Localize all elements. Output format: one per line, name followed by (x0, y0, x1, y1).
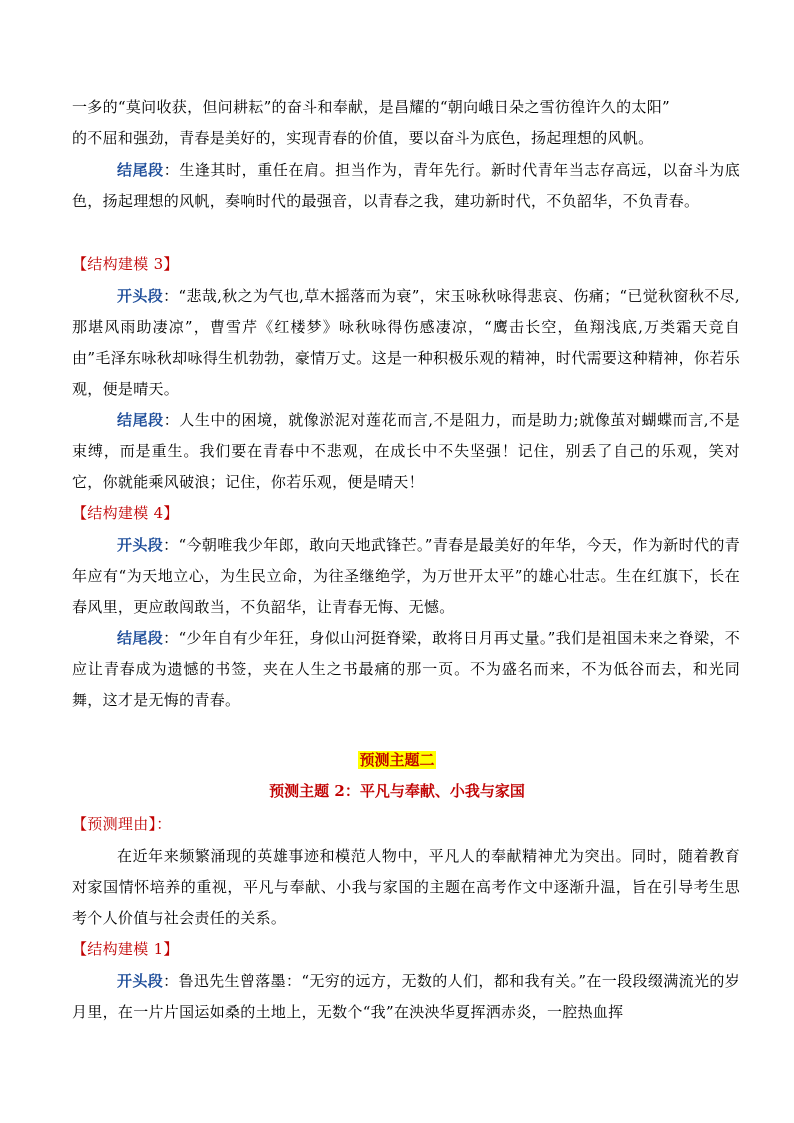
ending-label: 结尾段 (117, 411, 164, 429)
opening-label: 开头段 (117, 536, 164, 554)
text-line: 一多的“莫问收获，但问耕耘”的奋斗和奉献，是昌耀的“朝向峨日朵之雪彷徨许久的太阳” (72, 98, 670, 116)
ending-label: 结尾段 (117, 629, 164, 647)
paragraph-text: ：鲁迅先生曾落墨：“无穷的远方，无数的人们，都和我有关。”在一段段缀满流光的岁月里，在一片片国运如桑的土地上，无数个“我”在泱泱华夏挥洒赤炎，一腔热血挥 (72, 972, 740, 1021)
paragraph-model4-open (72, 530, 740, 623)
paragraph-reason: 在近年来频繁涌现的英雄事迹和模范人物中，平凡人的奉献精神尤为突出。同时，随着教育对家国情怀培养的重视，平凡与奉献、小我与家国的主题在高考作文中逐渐升温，旨在引导考生思考个人价值与社会责任的关系。 (72, 847, 740, 927)
paragraph-model2-ending (72, 92, 740, 154)
reason-heading: 【预测理由】： (72, 815, 172, 833)
paragraph-model4-close (72, 623, 740, 716)
paragraph-text: ：“悲哉,秋之为气也,草木摇落而为衰”，宋玉咏秋咏得悲哀、伤痛；“已觉秋窗秋不尽,那堪风雨助凄凉”，曹雪芹《红楼梦》咏秋咏得伤感凄凉，“鹰击长空，鱼翔浅底,万类霜天竞自由”毛泽东咏秋却咏得生机勃勃，豪情万丈。这是一种积极乐观的精神，时代需要这种精神，你若乐观，便是晴天。 (72, 287, 740, 398)
paragraph-model3-open (72, 281, 740, 405)
topic-title (0, 780, 794, 802)
paragraph-text: ：“少年自有少年狂，身似山河挺脊梁，敢将日月再丈量。”我们是祖国未来之脊梁，不应让青春成为遗憾的书签，夹在人生之书最痛的那一页。不为盛名而来，不为低谷而去，和光同舞，这才是无悔的青春。 (72, 629, 740, 709)
paragraph-model2-close (72, 155, 740, 217)
paragraph-topic2-model1-open (72, 966, 740, 1028)
section-heading-topic2-model1: 【结构建模 1】 (72, 940, 179, 958)
paragraph-model3-close (72, 405, 740, 498)
topic-banner-text: 预测主题二 (359, 751, 435, 769)
paragraph-text: ：生逢其时，重任在肩。担当作为，青年先行。新时代青年当志存高远，以奋斗为底色，扬起理想的风帆，奏响时代的最强音，以青春之我，建功新时代，不负韶华，不负青春。 (72, 161, 740, 210)
opening-label: 开头段 (117, 287, 164, 305)
paragraph-text: ：“今朝唯我少年郎，敢向天地武锋芒。”青春是最美好的年华，今天，作为新时代的青年应有“为天地立心，为生民立命，为往圣继绝学，为万世开太平”的雄心壮志。生在红旗下，长在春风里，更应敢闯敢当，不负韶华，让青春无悔、无憾。 (72, 536, 740, 616)
section-heading-model3: 【结构建模 3】 (72, 255, 179, 273)
topic-banner (0, 750, 794, 770)
paragraph-text: ：人生中的困境，就像淤泥对莲花而言,不是阻力，而是助力;就像茧对蝴蝶而言,不是束缚，而是重生。我们要在青春中不悲观，在成长中不失坚强！记住，别丢了自己的乐观，笑对它，你就能乘风破浪；记住，你若乐观，便是晴天！ (72, 411, 741, 491)
text-line: 的不屈和强劲，青春是美好的，实现青春的价值，要以奋斗为底色，扬起理想的风帆。 (72, 129, 654, 147)
ending-label: 结尾段 (117, 161, 164, 179)
opening-label: 开头段 (117, 972, 164, 990)
section-heading-model4: 【结构建模 4】 (72, 504, 179, 522)
topic-title-text: 预测主题 2：平凡与奉献、小我与家国 (269, 782, 525, 800)
